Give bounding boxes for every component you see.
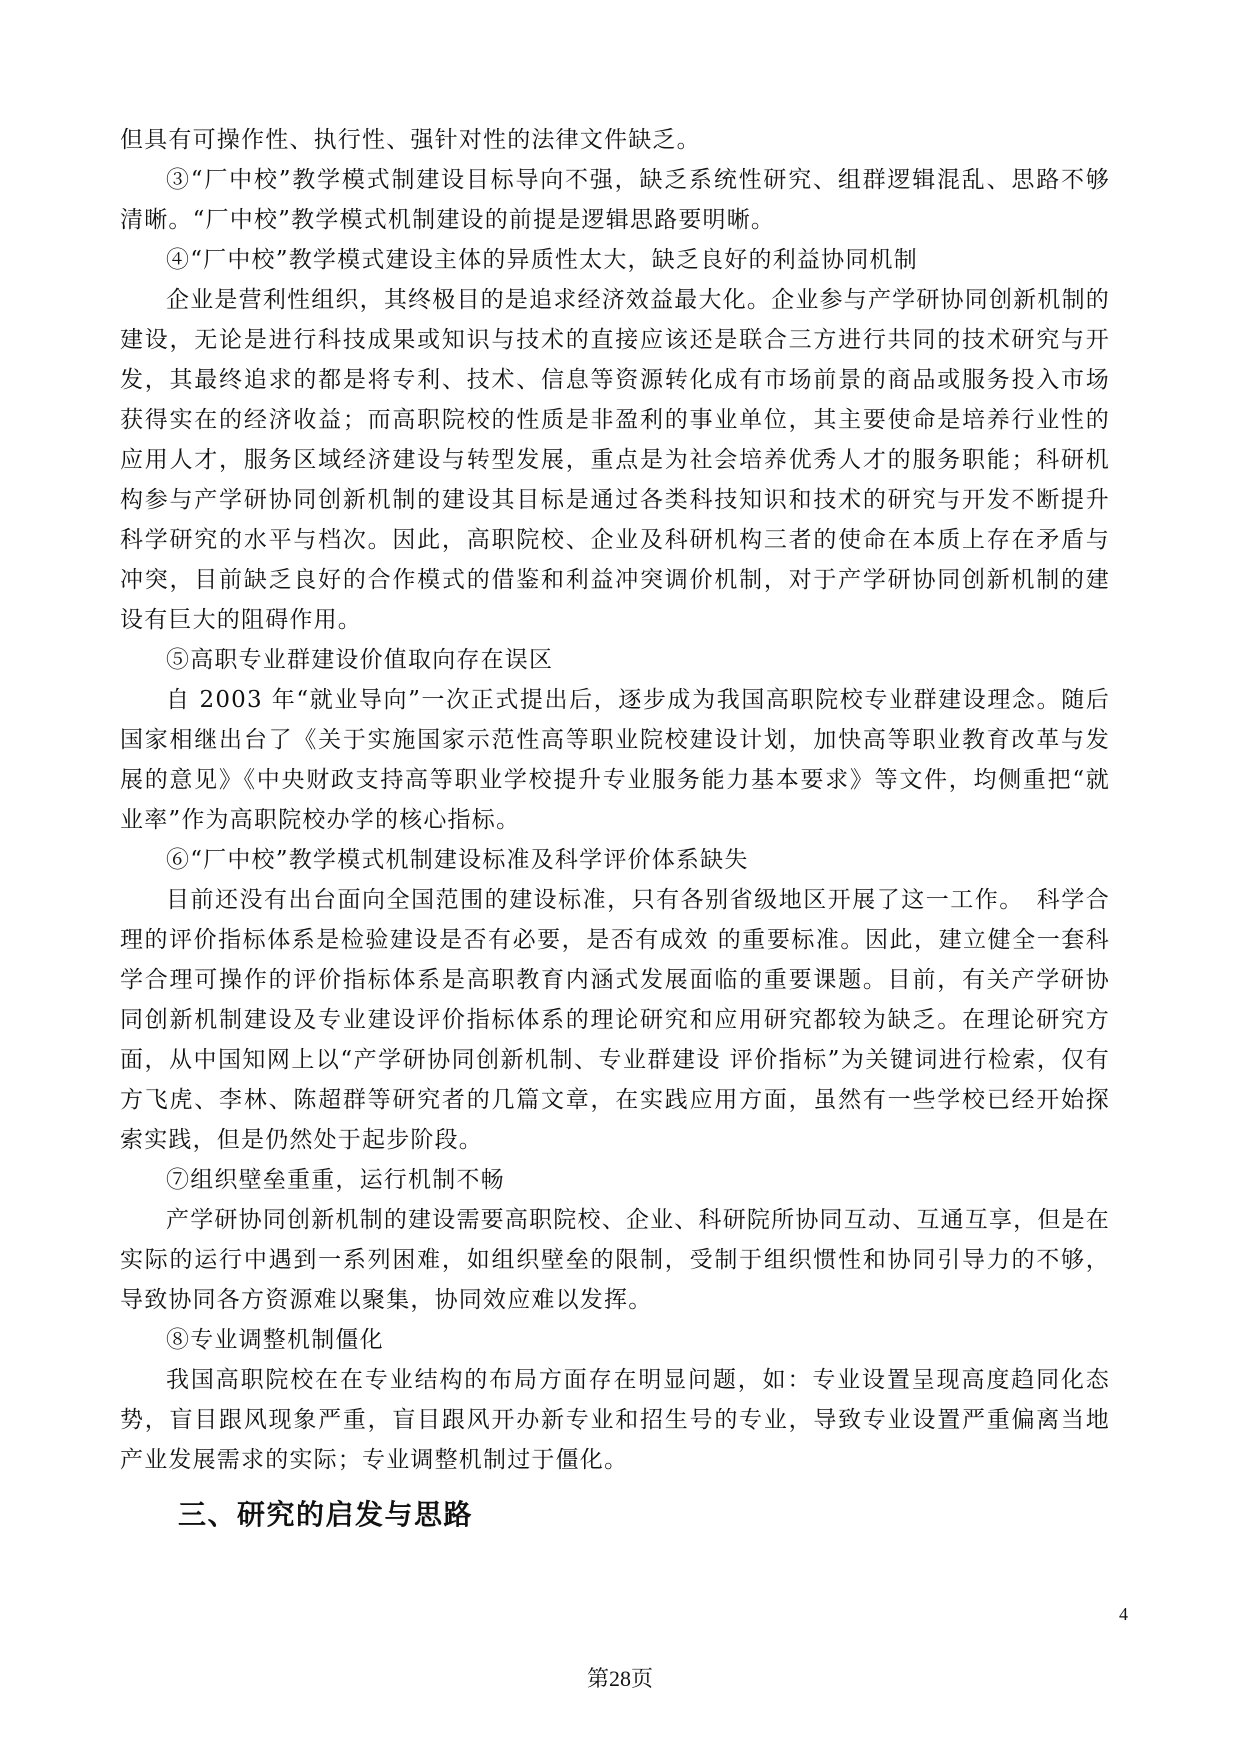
paragraph-continuation: 但具有可操作性、执行性、强针对性的法律文件缺乏。 [120, 127, 701, 153]
body-paragraph: 我国高职院校在在专业结构的布局方面存在明显问题，如：专业设置呈现高度趋同化态势，盲目跟风现象严重，盲目跟风开办新专业和招生号的专业，导致专业设置严重偏离当地产业发展需求的实际；专业调整机制过于僵化。 [120, 1367, 1110, 1473]
body-paragraph: 目前还没有出台面向全国范围的建设标准，只有各别省级地区开展了这一工作。 科学合理的评价指标体系是检验建设是否有必要，是否有成效 的重要标准。因此，建立健全一套科学合理可操作的评价指标体系是高职教育内涵式发展面临的重要课题。目前，有关产学研协同创新机制建设及专业建设评价指标体系的理论研究和应用研究都较为缺乏。在理论研究方面，从中国知网上以“产学研协同创新机制、专业群建设 评价指标”为关键词进行检索，仅有方飞虎、李林、陈超群等研究者的几篇文章，在实践应用方面，虽然有一些学校已经开始探索实践，但是仍然处于起步阶段。 [120, 887, 1110, 1153]
body-paragraph: 产学研协同创新机制的建设需要高职院校、企业、科研院所协同互动、互通互享，但是在实际的运行中遇到一系列困难，如组织壁垒的限制，受制于组织惯性和协同引导力的不够，导致协同各方资源难以聚集，协同效应难以发挥。 [120, 1207, 1110, 1313]
subheading-5: ⑤高职专业群建设价值取向存在误区 [166, 647, 554, 673]
subheading-7: ⑦组织壁垒重重，运行机制不畅 [166, 1167, 505, 1193]
page-footer: 第28页 [586, 1666, 653, 1691]
subheading-6: ⑥“厂中校”教学模式机制建设标准及科学评价体系缺失 [166, 847, 749, 873]
section-heading: 三、研究的启发与思路 [178, 1498, 474, 1531]
subheading-4: ④“厂中校”教学模式建设主体的异质性太大，缺乏良好的利益协同机制 [166, 247, 918, 273]
subheading-3: ③“厂中校”教学模式制建设目标导向不强，缺乏系统性研究、组群逻辑混乱、思路不够清晰。“厂中校”教学模式机制建设的前提是逻辑思路要明晰。 [120, 167, 1110, 233]
subheading-8: ⑧专业调整机制僵化 [166, 1327, 384, 1353]
body-paragraph: 自 2003 年“就业导向”一次正式提出后，逐步成为我国高职院校专业群建设理念。随后国家相继出台了《关于实施国家示范性高等职业院校建设计划，加快高等职业教育改革与发展的意见》《中央财政支持高等职业学校提升专业服务能力基本要求》等文件，均侧重把“就业率”作为高职院校办学的核心指标。 [120, 687, 1110, 833]
document-page [120, 120, 1110, 1540]
body-paragraph: 企业是营利性组织，其终极目的是追求经济效益最大化。企业参与产学研协同创新机制的建设，无论是进行科技成果或知识与技术的直接应该还是联合三方进行共同的技术研究与开发，其最终追求的都是将专利、技术、信息等资源转化成有市场前景的商品或服务投入市场获得实在的经济收益；而高职院校的性质是非盈利的事业单位，其主要使命是培养行业性的应用人才，服务区域经济建设与转型发展，重点是为社会培养优秀人才的服务职能；科研机构参与产学研协同创新机制的建设其目标是通过各类科技知识和技术的研究与开发不断提升科学研究的水平与档次。因此，高职院校、企业及科研机构三者的使命在本质上存在矛盾与冲突，目前缺乏良好的合作模式的借鉴和利益冲突调价机制，对于产学研协同创新机制的建设有巨大的阻碍作用。 [120, 287, 1110, 633]
page-number: 4 [1119, 1604, 1128, 1624]
